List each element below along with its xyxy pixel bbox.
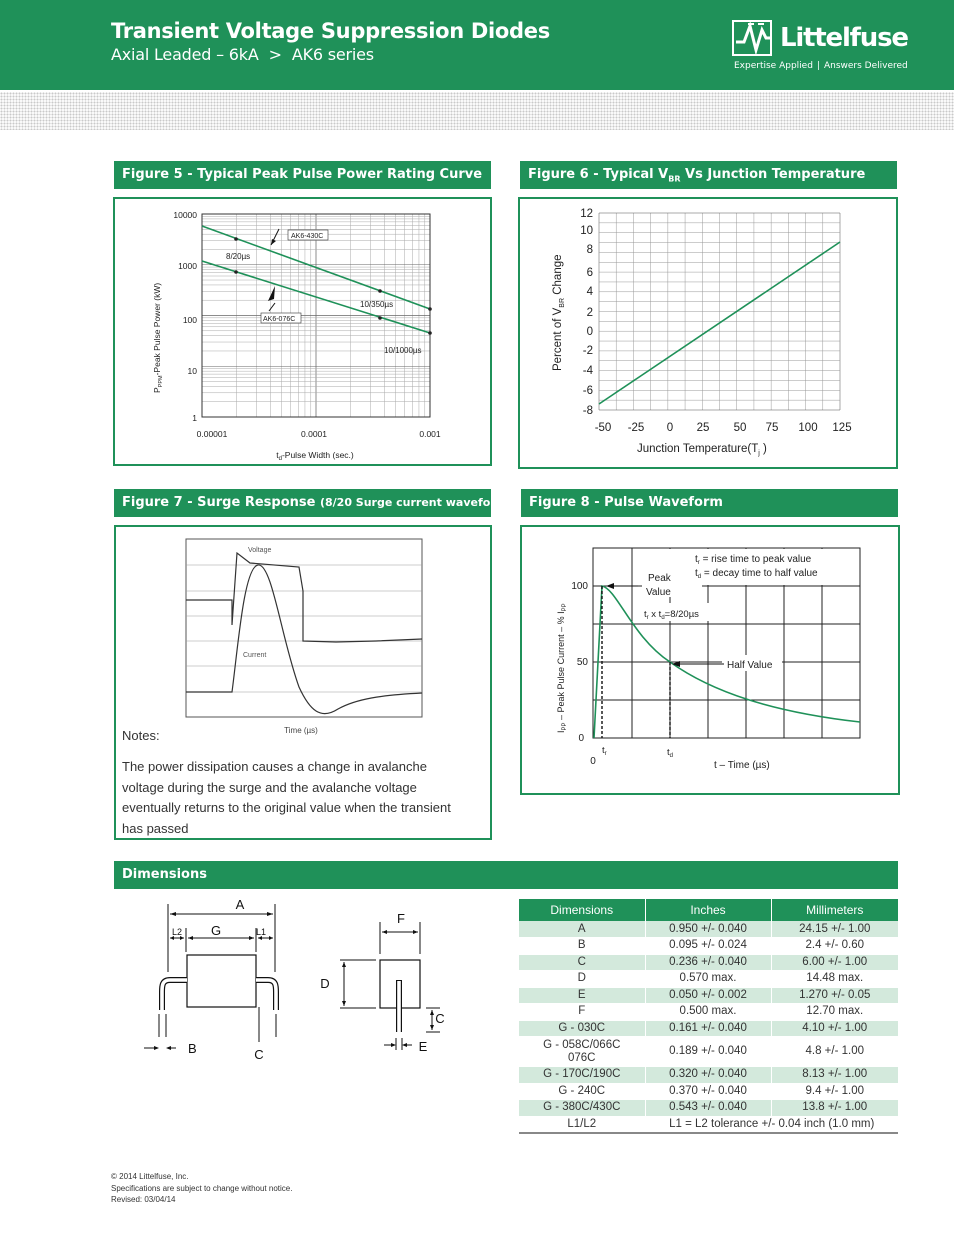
fig5-annotation: 10/350µs [360, 300, 394, 309]
fig5-point [428, 331, 432, 335]
logo-wordmark: Littelfuse [780, 23, 908, 53]
fig5-point [378, 316, 382, 320]
fig5-point [428, 307, 432, 311]
fig6-xtick: 125 [832, 422, 852, 434]
footer-notice: Specifications are subject to change without notice. [111, 1183, 293, 1193]
table-cell: 0.950 +/- 0.040 [645, 921, 771, 938]
fig6-xlabel: Junction $Temperature(T_j$ ) [637, 443, 767, 457]
fig8-heading: Figure 8 - Pulse Waveform [521, 489, 898, 517]
table-row [519, 1116, 898, 1133]
fig8-product-label: $t_r$ x $t_d=8/20\mu s$ [644, 609, 699, 621]
table-cell: 0.570 max. [645, 971, 771, 988]
table-cell: 0.236 +/- 0.040 [645, 954, 771, 971]
table-row [519, 987, 898, 1004]
table-cell: A [519, 921, 645, 938]
table-cell: 0.370 +/- 0.040 [645, 1083, 771, 1100]
dim-label-l1: L1 [255, 927, 267, 937]
table-cell: D [519, 971, 645, 988]
tagline-separator: | [816, 61, 820, 71]
table-cell: 6.00 +/- 1.00 [771, 954, 898, 971]
fig6-chart-box [518, 197, 898, 469]
table-cell: C [519, 954, 645, 971]
tagline-right: Answers Delivered [823, 61, 908, 71]
fig5-heading: Figure 5 - Typical Peak Pulse Power Rating Curve [114, 161, 491, 189]
table-cell: 13.8 +/- 1.00 [771, 1100, 898, 1117]
table-cell: E [519, 987, 645, 1004]
fig6-xtick: -25 [627, 422, 645, 434]
table-row [519, 938, 898, 955]
fig5-ylabel: $P_{PPM}$-Peak Pulse Power (kW) [152, 282, 164, 393]
column-header: Millimeters [771, 899, 898, 921]
dim-label-f: F [397, 911, 405, 926]
dim-label-d: D [320, 976, 330, 991]
table-row [519, 1083, 898, 1100]
fig7-current-label: Current [243, 652, 267, 659]
dim-label-c: C [254, 1047, 264, 1062]
page-header [0, 0, 954, 90]
fig6-xtick: 75 [765, 422, 779, 434]
dimensions-heading: Dimensions [114, 861, 898, 889]
page-title: Transient Voltage Suppression Diodes [111, 19, 550, 43]
fig8-peak-label: Peak [648, 573, 671, 584]
notes-label: Notes: [122, 728, 160, 743]
fig5-point [378, 289, 382, 293]
fig6-ylabel: Percent of $V_{BR}$ Change [552, 254, 566, 371]
dim-arrow-icons-lower [154, 1046, 171, 1050]
table-cell: 0.500 max. [645, 1004, 771, 1021]
fig6-xtick: 50 [733, 422, 747, 434]
fig6-ytick: 12 [580, 208, 593, 220]
table-cell: 8.13 +/- 1.00 [771, 1067, 898, 1084]
fig5-ytick: 100 [182, 315, 197, 325]
fig6-xtick: -50 [594, 422, 612, 434]
table-header-row [519, 899, 898, 921]
fig6-ytick: 2 [586, 307, 593, 319]
table-cell: 0.050 +/- 0.002 [645, 987, 771, 1004]
notes-text: The power dissipation causes a change in avalanche voltage during the surge and the avalanche voltage eventually returns to the original value when the transient has passed [122, 759, 451, 836]
fig6-chart [520, 199, 896, 467]
table-cell: G - 058C/066C 076C [519, 1037, 645, 1067]
table-cell: 1.270 +/- 0.05 [771, 987, 898, 1004]
fig6-xticks [595, 422, 852, 434]
fig6-yticks [580, 208, 593, 417]
fig6-heading: Figure 6 - Typical $V_{BR}$ Vs Junction Temperature [520, 161, 897, 189]
fig8-legend-td: $t_d$ = decay time to half value [695, 568, 818, 580]
page-subtitle [111, 45, 374, 64]
column-header: Dimensions [519, 899, 645, 921]
fig6-ytick: 0 [586, 326, 593, 338]
littelfuse-logo [732, 20, 908, 78]
dim-label-e: E [418, 1039, 428, 1054]
fig6-ytick: 4 [586, 286, 593, 298]
fig6-ytick: 8 [586, 244, 593, 256]
table-cell: G - 380C/430C [519, 1100, 645, 1117]
table-cell: L1/L2 [519, 1116, 645, 1133]
table-row [519, 1067, 898, 1084]
footer-copyright: © 2014 Littelfuse, Inc. [111, 1172, 189, 1181]
fig5-xtick: 0.0001 [301, 429, 327, 439]
dim-label-c-side: C [435, 1011, 445, 1026]
fig6-ytick: 6 [586, 267, 593, 279]
fig8-x-origin: 0 [590, 756, 596, 767]
dim-drawing-lines-lower [144, 1007, 276, 1048]
fig8-ytick: 100 [571, 581, 588, 592]
fig7-chart [116, 527, 490, 727]
fig5-xlabel: $t_d$-Pulse Width (sec.) [276, 450, 354, 462]
subtitle-separator: > [268, 45, 282, 64]
fig6-ytick: -2 [582, 345, 593, 357]
table-cell: L1 = L2 tolerance +/- 0.04 inch (1.0 mm) [645, 1116, 898, 1133]
fig7-plot-frame [186, 539, 422, 717]
dim-label-b: B [188, 1041, 197, 1056]
dimension-drawing [140, 892, 480, 1072]
fig8-xlabel: t – Time (µs) [714, 760, 770, 771]
dim-label-g: G [210, 923, 222, 938]
table-cell: 0.543 +/- 0.040 [645, 1100, 771, 1117]
logo-mark-icon [732, 20, 776, 56]
table-cell: 2.4 +/- 0.60 [771, 938, 898, 955]
fig7-xlabel: Time (µs) [284, 726, 318, 735]
table-row [519, 1004, 898, 1021]
dimensions-table [519, 899, 898, 1134]
fig8-ytick: 50 [576, 657, 588, 668]
table-row [519, 954, 898, 971]
fig5-annotation: AK6-430C [291, 233, 324, 240]
footer-revised: Revised: 03/04/14 [111, 1195, 176, 1204]
table-cell: G - 240C [519, 1083, 645, 1100]
fig7-xlabel-wrap [116, 723, 490, 737]
table-cell: 0.161 +/- 0.040 [645, 1020, 771, 1037]
page-footer [111, 1171, 292, 1206]
fig5-ytick: 10000 [173, 210, 197, 220]
table-cell: 4.10 +/- 1.00 [771, 1020, 898, 1037]
fig6-xtick: 0 [666, 422, 674, 434]
dim-label-l2: L2 [171, 927, 183, 937]
fig5-grid [202, 214, 430, 417]
fig8-ytick: 0 [578, 733, 584, 744]
fig7-voltage-label: Voltage [248, 547, 272, 554]
table-cell: 24.15 +/- 1.00 [771, 921, 898, 938]
subtitle-category: Axial Leaded – 6kA [111, 45, 259, 64]
table-cell: G - 170C/190C [519, 1067, 645, 1084]
fig5-arrow-icon [269, 303, 275, 311]
fig8-peak-label: Value [646, 587, 671, 598]
fig8-td-label: $t_d$ [667, 747, 673, 759]
fig6-ytick: -8 [582, 405, 593, 417]
fig6-ytick: -4 [582, 365, 593, 377]
fig5-chart-box [113, 197, 492, 466]
table-cell: G - 030C [519, 1020, 645, 1037]
table-cell: 0.320 +/- 0.040 [645, 1067, 771, 1084]
table-cell: 9.4 +/- 1.00 [771, 1083, 898, 1100]
fig8-ylabel: $I_{PP}$ – Peak Pulse Current – % $I_{PP}$ [556, 603, 568, 733]
fig5-chart [115, 199, 490, 464]
fig6-ytick: 10 [580, 225, 593, 237]
fig8-chart [522, 527, 898, 793]
table-cell: 12.70 max. [771, 1004, 898, 1021]
table-cell: 4.8 +/- 1.00 [771, 1037, 898, 1067]
dimensions-table-body [519, 921, 898, 1133]
fig5-annotation: 10/1000µs [384, 346, 422, 355]
table-row [519, 1037, 898, 1067]
table-row [519, 971, 898, 988]
fig8-legend-tr: $t_r$ = rise time to peak value [695, 554, 812, 566]
fig5-annotation: 8/20µs [226, 252, 251, 261]
fig5-ytick: 1 [192, 413, 197, 423]
fig6-ytick: -6 [582, 385, 593, 397]
table-cell: 0.095 +/- 0.024 [645, 938, 771, 955]
fig6-xtick: 100 [798, 422, 818, 434]
column-header: Inches [645, 899, 771, 921]
dim-left-lead [162, 980, 187, 1010]
fig5-arrow-icon [271, 239, 276, 245]
fig5-point [234, 237, 238, 241]
fig8-chart-box [520, 525, 900, 795]
fig5-ytick: 10 [187, 366, 197, 376]
table-cell: 14.48 max. [771, 971, 898, 988]
fig5-ytick: 1000 [178, 261, 197, 271]
logo-tagline [734, 61, 908, 71]
fig8-half-label: Half Value [727, 660, 773, 671]
table-cell: 0.189 +/- 0.040 [645, 1037, 771, 1067]
fig5-annotation: AK6-076C [263, 316, 296, 323]
table-row [519, 1100, 898, 1117]
fig7-heading: Figure 7 - Surge Response (8/20 Surge current waveform) [114, 489, 491, 517]
dim-right-lead [256, 980, 276, 1010]
fig5-arrow-icon [268, 286, 275, 301]
fig5-point [234, 270, 238, 274]
subtitle-series: AK6 series [291, 45, 374, 64]
fig5-xtick: 0.00001 [196, 429, 228, 439]
dotted-band [0, 92, 954, 130]
table-cell: F [519, 1004, 645, 1021]
table-row [519, 1020, 898, 1037]
fig8-tr-label: $t_r$ [602, 745, 607, 757]
table-cell: B [519, 938, 645, 955]
tagline-left: Expertise Applied [734, 61, 813, 71]
table-row [519, 921, 898, 938]
dim-label-a: A [235, 897, 245, 912]
fig6-xtick: 25 [696, 422, 710, 434]
fig5-xtick: 0.001 [419, 429, 441, 439]
dim-diode-body [187, 955, 256, 1007]
